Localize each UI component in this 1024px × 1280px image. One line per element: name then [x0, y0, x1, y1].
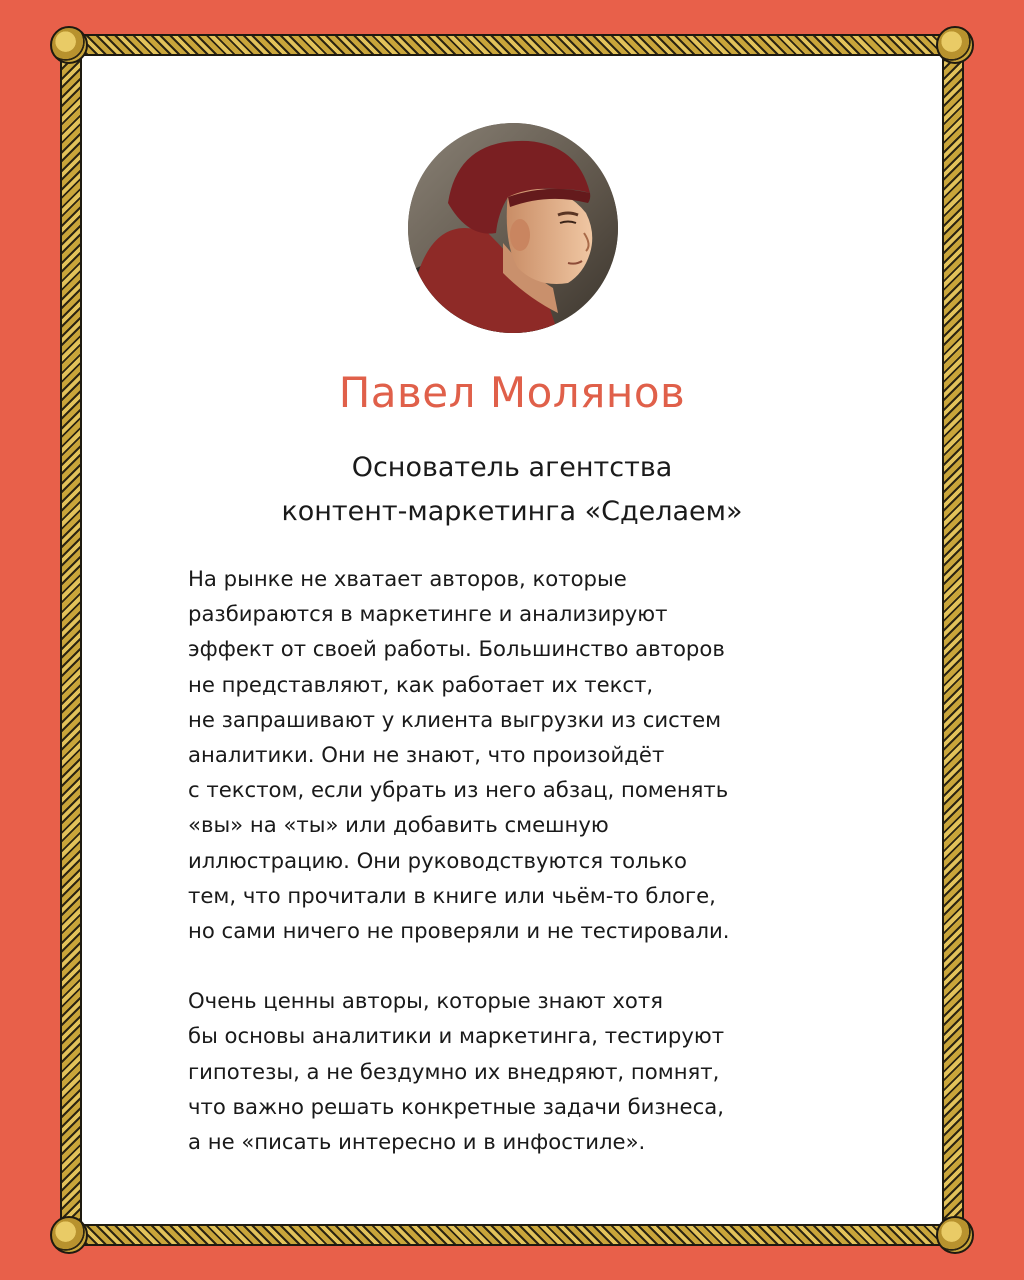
- text-line: а не «писать интересно и в инфостиле».: [188, 1129, 646, 1155]
- frame-knot-top-left: [50, 26, 88, 64]
- person-name: Павел Молянов: [338, 368, 686, 417]
- paragraph-1: [188, 561, 848, 948]
- quote-text: [188, 561, 848, 1159]
- text-line: бы основы аналитики и маркетинга, тестируют: [188, 1023, 725, 1049]
- frame-knot-top-right: [936, 26, 974, 64]
- text-line: тем, что прочитали в книге или чьём-то блоге,: [188, 882, 716, 908]
- paragraph-2: [188, 983, 848, 1159]
- frame-top-rope: [68, 34, 956, 56]
- frame-right-rope: [942, 42, 964, 1238]
- text-line: но сами ничего не проверяли и не тестировали.: [188, 918, 730, 944]
- role-line: контент-маркетинга «Сделаем»: [281, 496, 743, 527]
- frame-knot-bottom-left: [50, 1216, 88, 1254]
- person-role: [0, 446, 1024, 534]
- frame-bottom-rope: [68, 1224, 956, 1246]
- text-line: Очень ценны авторы, которые знают хотя: [188, 988, 663, 1014]
- role-line: Основатель агентства: [351, 452, 673, 483]
- text-line: разбираются в маркетинге и анализируют: [188, 601, 668, 627]
- text-line: аналитики. Они не знают, что произойдёт: [188, 742, 665, 768]
- text-line: не запрашивают у клиента выгрузки из систем: [188, 706, 722, 732]
- avatar-portrait-image: [408, 123, 618, 333]
- avatar: [408, 123, 618, 333]
- text-line: иллюстрацию. Они руководствуются только: [188, 847, 687, 873]
- text-line: гипотезы, а не бездумно их внедряют, помнят,: [188, 1058, 720, 1084]
- text-line: что важно решать конкретные задачи бизнеса,: [188, 1093, 724, 1119]
- frame-left-rope: [60, 42, 82, 1238]
- text-line: с текстом, если убрать из него абзац, поменять: [188, 777, 729, 803]
- text-line: эффект от своей работы. Большинство авторов: [188, 636, 725, 662]
- text-line: не представляют, как работает их текст,: [188, 671, 654, 697]
- frame-knot-bottom-right: [936, 1216, 974, 1254]
- text-line: На рынке не хватает авторов, которые: [188, 566, 627, 591]
- text-line: «вы» на «ты» или добавить смешную: [188, 812, 609, 838]
